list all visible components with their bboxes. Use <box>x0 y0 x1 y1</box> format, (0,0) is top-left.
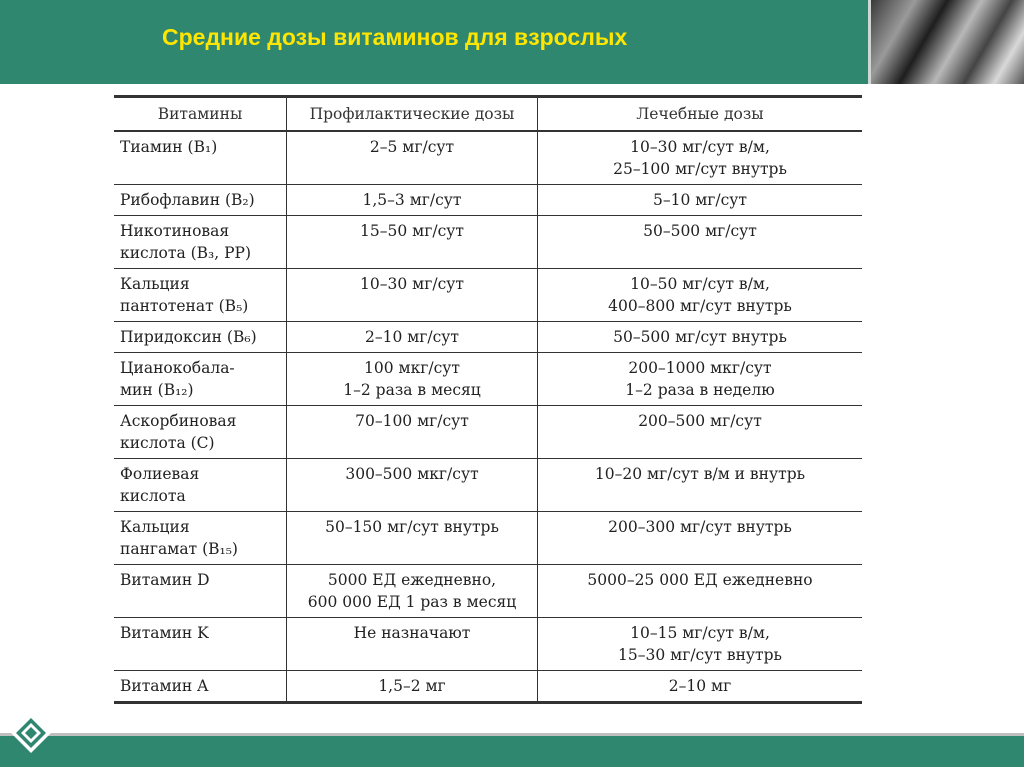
cell-text-line: 200–300 мг/сут внутрь <box>608 518 792 536</box>
cell-text-line: кислота (C) <box>120 434 215 452</box>
cell-text-line: 2–10 мг <box>668 677 732 695</box>
cell-text-line: Никотиновая <box>120 222 230 240</box>
table-row <box>114 618 862 671</box>
slide-title: Средние дозы витаминов для взрослых <box>162 24 628 50</box>
cell-text-line: 600 000 ЕД 1 раз в месяц <box>307 593 517 611</box>
cell-text-line: Кальция <box>120 518 190 536</box>
cell-vitamin-name <box>114 131 287 185</box>
cell-therapeutic-dose <box>538 565 863 618</box>
vitamin-dose-table <box>114 95 862 704</box>
cell-therapeutic-dose <box>538 671 863 703</box>
cell-text-line: Тиамин (B₁) <box>120 138 218 156</box>
cell-prophylactic-dose <box>287 512 538 565</box>
slide-footer <box>0 736 1024 767</box>
decorative-metal-image <box>868 0 1024 84</box>
table-row <box>114 131 862 185</box>
cell-therapeutic-dose <box>538 618 863 671</box>
cell-vitamin-name <box>114 459 287 512</box>
cell-vitamin-name <box>114 353 287 406</box>
cell-text-line: 5–10 мг/сут <box>652 191 748 209</box>
cell-prophylactic-dose <box>287 353 538 406</box>
cell-prophylactic-dose <box>287 131 538 185</box>
cell-text-line: 200–1000 мкг/сут <box>628 359 772 377</box>
cell-text-line: 50–150 мг/сут внутрь <box>325 518 499 536</box>
cell-therapeutic-dose <box>538 185 863 216</box>
cell-therapeutic-dose <box>538 512 863 565</box>
cell-vitamin-name <box>114 618 287 671</box>
cell-prophylactic-dose <box>287 565 538 618</box>
table-row <box>114 406 862 459</box>
cell-text-line: 50–500 мг/сут внутрь <box>613 328 787 346</box>
cell-prophylactic-dose <box>287 216 538 269</box>
cell-text-line: Аскорбиновая <box>120 412 237 430</box>
cell-therapeutic-dose <box>538 322 863 353</box>
cell-text-line: 10–30 мг/сут <box>360 275 464 293</box>
cell-prophylactic-dose <box>287 322 538 353</box>
cell-prophylactic-dose <box>287 269 538 322</box>
table-row <box>114 185 862 216</box>
cell-text-line: Витамин K <box>120 624 209 642</box>
table-row <box>114 459 862 512</box>
cell-text-line: 50–500 мг/сут <box>643 222 757 240</box>
cell-therapeutic-dose <box>538 131 863 185</box>
cell-text-line: 15–50 мг/сут <box>360 222 464 240</box>
cell-prophylactic-dose <box>287 459 538 512</box>
cell-text-line: 10–50 мг/сут в/м, <box>630 275 770 293</box>
table-row <box>114 565 862 618</box>
cell-text-line: 10–15 мг/сут в/м, <box>630 624 770 642</box>
cell-text-line: Пиридоксин (B₆) <box>120 328 257 346</box>
cell-text-line: 200–500 мг/сут <box>638 412 762 430</box>
cell-text-line: Фолиевая <box>120 465 200 483</box>
cell-text-line: 2–10 мг/сут <box>364 328 460 346</box>
cell-text-line: 1–2 раза в месяц <box>343 381 481 399</box>
cell-text-line: кислота (B₃, PP) <box>120 244 252 262</box>
table-row <box>114 216 862 269</box>
cell-therapeutic-dose <box>538 406 863 459</box>
cell-therapeutic-dose <box>538 353 863 406</box>
cell-text-line: 70–100 мг/сут <box>355 412 469 430</box>
cell-text-line: 100 мкг/сут <box>364 359 460 377</box>
table-body <box>114 131 862 703</box>
cell-vitamin-name <box>114 269 287 322</box>
diamond-logo-icon <box>10 712 52 754</box>
header-vitamins: Витамины <box>114 97 287 132</box>
cell-text-line: 5000 ЕД ежедневно, <box>327 571 497 589</box>
cell-text-line: Цианокобала- <box>120 359 235 377</box>
cell-text-line: 400–800 мг/сут внутрь <box>608 297 792 315</box>
cell-vitamin-name <box>114 322 287 353</box>
cell-text-line: Не назначают <box>353 624 471 642</box>
cell-text-line: 10–20 мг/сут в/м и внутрь <box>594 465 806 483</box>
table-header-row <box>114 97 862 132</box>
cell-text-line: 1,5–3 мг/сут <box>362 191 462 209</box>
table-row <box>114 512 862 565</box>
vitamin-dose-table-container <box>114 95 862 704</box>
cell-vitamin-name <box>114 671 287 703</box>
header-prophylactic: Профилактические дозы <box>287 97 538 132</box>
table-row <box>114 269 862 322</box>
header-therapeutic: Лечебные дозы <box>538 97 863 132</box>
cell-vitamin-name <box>114 216 287 269</box>
cell-text-line: 5000–25 000 ЕД ежедневно <box>587 571 813 589</box>
cell-therapeutic-dose <box>538 216 863 269</box>
cell-text-line: кислота <box>120 487 186 505</box>
cell-text-line: 2–5 мг/сут <box>369 138 455 156</box>
table-row <box>114 671 862 703</box>
cell-text-line: Кальция <box>120 275 190 293</box>
cell-therapeutic-dose <box>538 459 863 512</box>
cell-text-line: пангамат (B₁₅) <box>120 540 238 558</box>
cell-text-line: Рибофлавин (B₂) <box>120 191 255 209</box>
cell-text-line: 10–30 мг/сут в/м, <box>630 138 770 156</box>
table-row <box>114 353 862 406</box>
cell-prophylactic-dose <box>287 185 538 216</box>
cell-vitamin-name <box>114 512 287 565</box>
cell-therapeutic-dose <box>538 269 863 322</box>
cell-vitamin-name <box>114 406 287 459</box>
cell-text-line: 1,5–2 мг <box>378 677 446 695</box>
cell-vitamin-name <box>114 185 287 216</box>
cell-text-line: 15–30 мг/сут внутрь <box>618 646 782 664</box>
cell-text-line: 25–100 мг/сут внутрь <box>613 160 787 178</box>
cell-text-line: Витамин A <box>120 677 209 695</box>
table-row <box>114 322 862 353</box>
cell-text-line: 1–2 раза в неделю <box>625 381 775 399</box>
cell-vitamin-name <box>114 565 287 618</box>
side-strip <box>868 84 1024 736</box>
cell-text-line: Витамин D <box>120 571 210 589</box>
cell-text-line: 300–500 мкг/сут <box>345 465 479 483</box>
cell-prophylactic-dose <box>287 671 538 703</box>
cell-text-line: пантотенат (B₅) <box>120 297 249 315</box>
cell-prophylactic-dose <box>287 618 538 671</box>
cell-text-line: мин (B₁₂) <box>120 381 194 399</box>
cell-prophylactic-dose <box>287 406 538 459</box>
